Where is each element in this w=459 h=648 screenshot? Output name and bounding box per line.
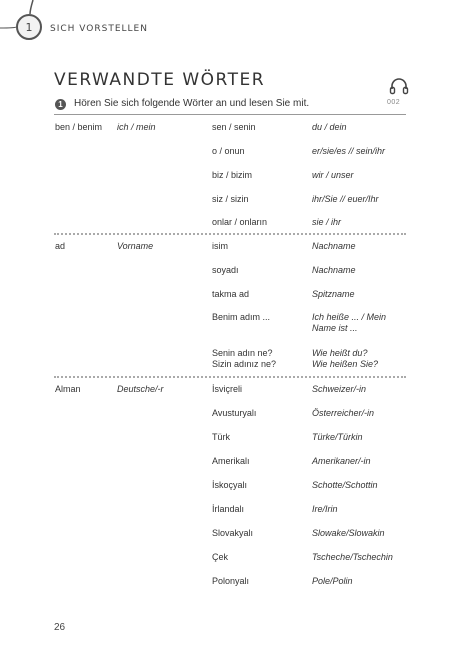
- audio-track-number: 002: [387, 99, 401, 106]
- tr-word: Polonyalı: [212, 576, 250, 586]
- tr-word: Avusturyalı: [212, 408, 257, 418]
- de-word-continued: Name ist ...: [312, 323, 358, 333]
- de-word: Wie heißt du?: [312, 348, 368, 358]
- de-word: Österreicher/-in: [312, 408, 375, 418]
- tr-word: biz / bizim: [212, 170, 253, 180]
- de-word: Schweizer/-in: [312, 384, 367, 394]
- de-word: ihr/Sie // euer/Ihr: [312, 194, 379, 204]
- group-tr-word: ben / benim: [55, 122, 103, 132]
- table-top-rule: [54, 114, 406, 115]
- chapter-number-badge: 1: [16, 14, 42, 40]
- group-de-word: Vorname: [117, 241, 154, 251]
- chapter-title: SICH VORSTELLEN: [50, 24, 148, 34]
- de-word-continued: Wie heißen Sie?: [312, 359, 378, 369]
- de-word: sie / ihr: [312, 217, 342, 227]
- tr-word: isim: [212, 241, 228, 251]
- de-word: Nachname: [312, 241, 356, 251]
- tr-word: Amerikalı: [212, 456, 250, 466]
- de-word: Slowake/Slowakin: [312, 528, 385, 538]
- tr-word: onlar / onların: [212, 217, 268, 227]
- tr-word: sen / senin: [212, 122, 256, 132]
- de-word: er/sie/es // sein/ihr: [312, 146, 386, 156]
- group-divider: [54, 233, 406, 235]
- de-word: Amerikaner/-in: [312, 456, 371, 466]
- group-tr-word: Alman: [55, 384, 81, 394]
- tr-word: İskoçyalı: [212, 480, 248, 490]
- tr-word: o / onun: [212, 146, 245, 156]
- de-word: Ich heiße ... / Mein: [312, 312, 387, 322]
- tr-word: Çek: [212, 552, 229, 562]
- de-word: Spitzname: [312, 289, 355, 299]
- exercise-number-badge: 1: [55, 99, 66, 110]
- headphones-icon[interactable]: [389, 77, 409, 95]
- de-word: Schotte/Schottin: [312, 480, 378, 490]
- de-word: Nachname: [312, 265, 356, 275]
- de-word: du / dein: [312, 122, 347, 132]
- page-number: 26: [54, 622, 66, 633]
- group-divider: [54, 376, 406, 378]
- de-word: wir / unser: [312, 170, 354, 180]
- exercise-instruction: Hören Sie sich folgende Wörter an und lesen Sie mit.: [74, 98, 310, 109]
- de-word: Pole/Polin: [312, 576, 353, 586]
- tr-word: Türk: [212, 432, 230, 442]
- tr-word: siz / sizin: [212, 194, 249, 204]
- tr-word: soyadı: [212, 265, 239, 275]
- tr-word: İsviçreli: [212, 384, 243, 394]
- tr-word: İrlandalı: [212, 504, 245, 514]
- tr-word: Benim adım ...: [212, 312, 271, 322]
- de-word: Türke/Türkin: [312, 432, 363, 442]
- tr-word: Slovakyalı: [212, 528, 254, 538]
- tr-word-continued: Sizin adınız ne?: [212, 359, 277, 369]
- tr-word: takma ad: [212, 289, 250, 299]
- de-word: Ire/Irin: [312, 504, 338, 514]
- group-tr-word: ad: [55, 241, 66, 251]
- group-de-word: Deutsche/-r: [117, 384, 164, 394]
- group-de-word: ich / mein: [117, 122, 156, 132]
- section-title: VERWANDTE WÖRTER: [54, 70, 266, 90]
- tr-word: Senin adın ne?: [212, 348, 273, 358]
- de-word: Tscheche/Tschechin: [312, 552, 393, 562]
